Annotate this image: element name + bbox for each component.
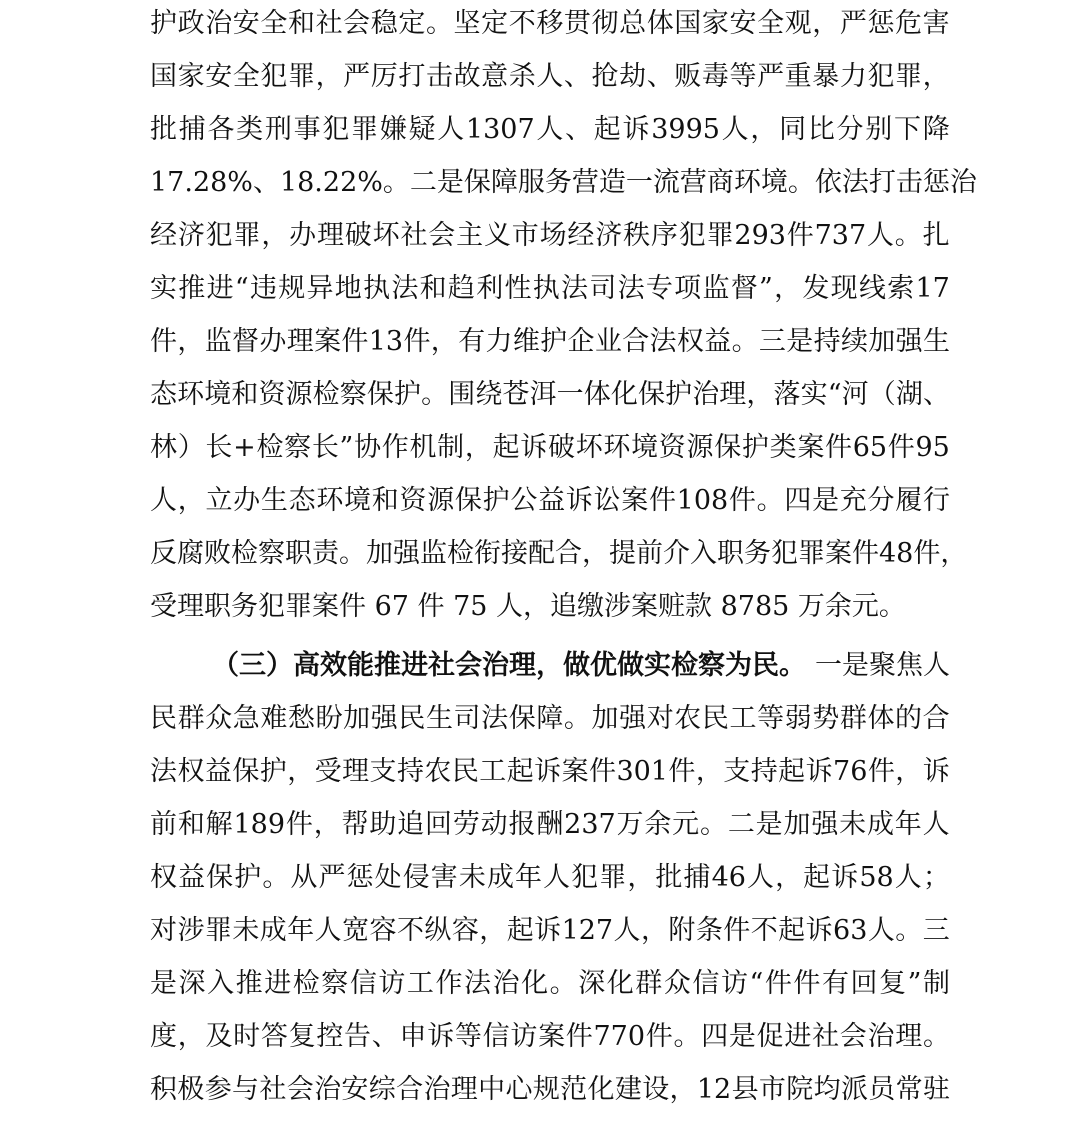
- line-text: 人 ， 立 办 生 态 环 境 和 资 源 保 护 公 益 诉 讼 案 件 108 件 。 四 是 充 分 履 行: [150, 485, 950, 516]
- text-line: [150, 858, 950, 898]
- line-text: 反 腐 败 检 察 职 责 。 加 强 监 检 衔 接 配 合 ， 提 前 介 入 职 务 犯 罪 案 件 48 件 ，: [150, 538, 968, 569]
- text-line: [150, 752, 950, 792]
- line-text: 法 权 益 保 护 ， 受 理 支 持 农 民 工 起 诉 案 件 301 件 ， 支 持 起 诉 76 件 ， 诉: [150, 756, 950, 787]
- text-line: [150, 57, 950, 97]
- line-text: 国 家 安 全 犯 罪 ， 严 厉 打 击 故 意 杀 人 、 抢 劫 、 贩 毒 等 严 重 暴 力 犯 罪 ，: [150, 61, 950, 92]
- text-line: [150, 216, 950, 256]
- text-line: [150, 4, 950, 44]
- text-line: [150, 805, 950, 845]
- line-text: 权 益 保 护 。 从 严 惩 处 侵 害 未 成 年 人 犯 罪 ， 批 捕 46 人 ， 起 诉 58 人 ；: [150, 862, 950, 893]
- text-line: [150, 375, 950, 415]
- line-text: 态 环 境 和 资 源 检 察 保 护 。 围 绕 苍 洱 一 体 化 保 护 治 理 ， 落 实 “ 河 （ 湖 、: [150, 379, 950, 410]
- line-text: 一是聚焦人: [815, 650, 950, 681]
- text-line: [150, 428, 950, 468]
- line-text: 度 ， 及 时 答 复 控 告 、 申 诉 等 信 访 案 件 770 件 。 四 是 促 进 社 会 治 理 。: [150, 1021, 950, 1052]
- text-line: [150, 1070, 950, 1110]
- line-text: 积 极 参 与 社 会 治 安 综 合 治 理 中 心 规 范 化 建 设 ， 12 县 市 院 均 派 员 常 驻: [150, 1074, 950, 1105]
- text-line: [150, 110, 950, 150]
- line-text: 对 涉 罪 未 成 年 人 宽 容 不 纵 容 ， 起 诉 127 人 ， 附 条 件 不 起 诉 63 人 。 三: [150, 915, 950, 946]
- line-text: 实 推 进 “ 违 规 异 地 执 法 和 趋 利 性 执 法 司 法 专 项 监 督 ” ， 发 现 线 索 17: [150, 273, 950, 304]
- line-text: 护 政 治 安 全 和 社 会 稳 定 。 坚 定 不 移 贯 彻 总 体 国 家 安 全 观 ， 严 惩 危 害: [150, 8, 950, 39]
- line-text: 林 ） 长 + 检 察 长 ” 协 作 机 制 ， 起 诉 破 坏 环 境 资 源 保 护 类 案 件 65 件 95: [150, 432, 950, 463]
- line-text: 经 济 犯 罪 ， 办 理 破 坏 社 会 主 义 市 场 经 济 秩 序 犯 罪 293 件 737 人 。 扎: [150, 220, 950, 251]
- text-line: [150, 699, 950, 739]
- section-heading-line: [212, 646, 950, 686]
- text-line: [150, 481, 950, 521]
- line-text: 是 深 入 推 进 检 察 信 访 工 作 法 治 化 。 深 化 群 众 信 访 “ 件 件 有 回 复 ” 制: [150, 968, 950, 999]
- line-text: 受理职务犯罪案件 67 件 75 人，追缴涉案赃款 8785 万余元。: [150, 591, 906, 622]
- text-line: [150, 964, 950, 1004]
- text-line: [150, 322, 950, 362]
- section-heading: （三）高效能推进社会治理，做优做实检察为民。: [212, 650, 806, 681]
- text-line: [150, 534, 968, 574]
- document-page: [150, 0, 977, 1121]
- line-text: 民 群 众 急 难 愁 盼 加 强 民 生 司 法 保 障 。 加 强 对 农 民 工 等 弱 势 群 体 的 合: [150, 703, 950, 734]
- text-line: [150, 269, 950, 309]
- text-line: [150, 587, 950, 627]
- line-text: 17.28% 、 18.22% 。 二 是 保 障 服 务 营 造 一 流 营 商 环 境 。 依 法 打 击 惩 治: [150, 167, 977, 198]
- text-line: [150, 911, 950, 951]
- line-text: 前 和 解 189 件 ， 帮 助 追 回 劳 动 报 酬 237 万 余 元 。 二 是 加 强 未 成 年 人: [150, 809, 950, 840]
- text-line: [150, 1017, 950, 1057]
- text-line: [150, 163, 977, 203]
- line-text: 件 ， 监 督 办 理 案 件 13 件 ， 有 力 维 护 企 业 合 法 权 益 。 三 是 持 续 加 强 生: [150, 326, 950, 357]
- line-text: 批 捕 各 类 刑 事 犯 罪 嫌 疑 人 1307 人 、 起 诉 3995 人 ， 同 比 分 别 下 降: [150, 114, 950, 145]
